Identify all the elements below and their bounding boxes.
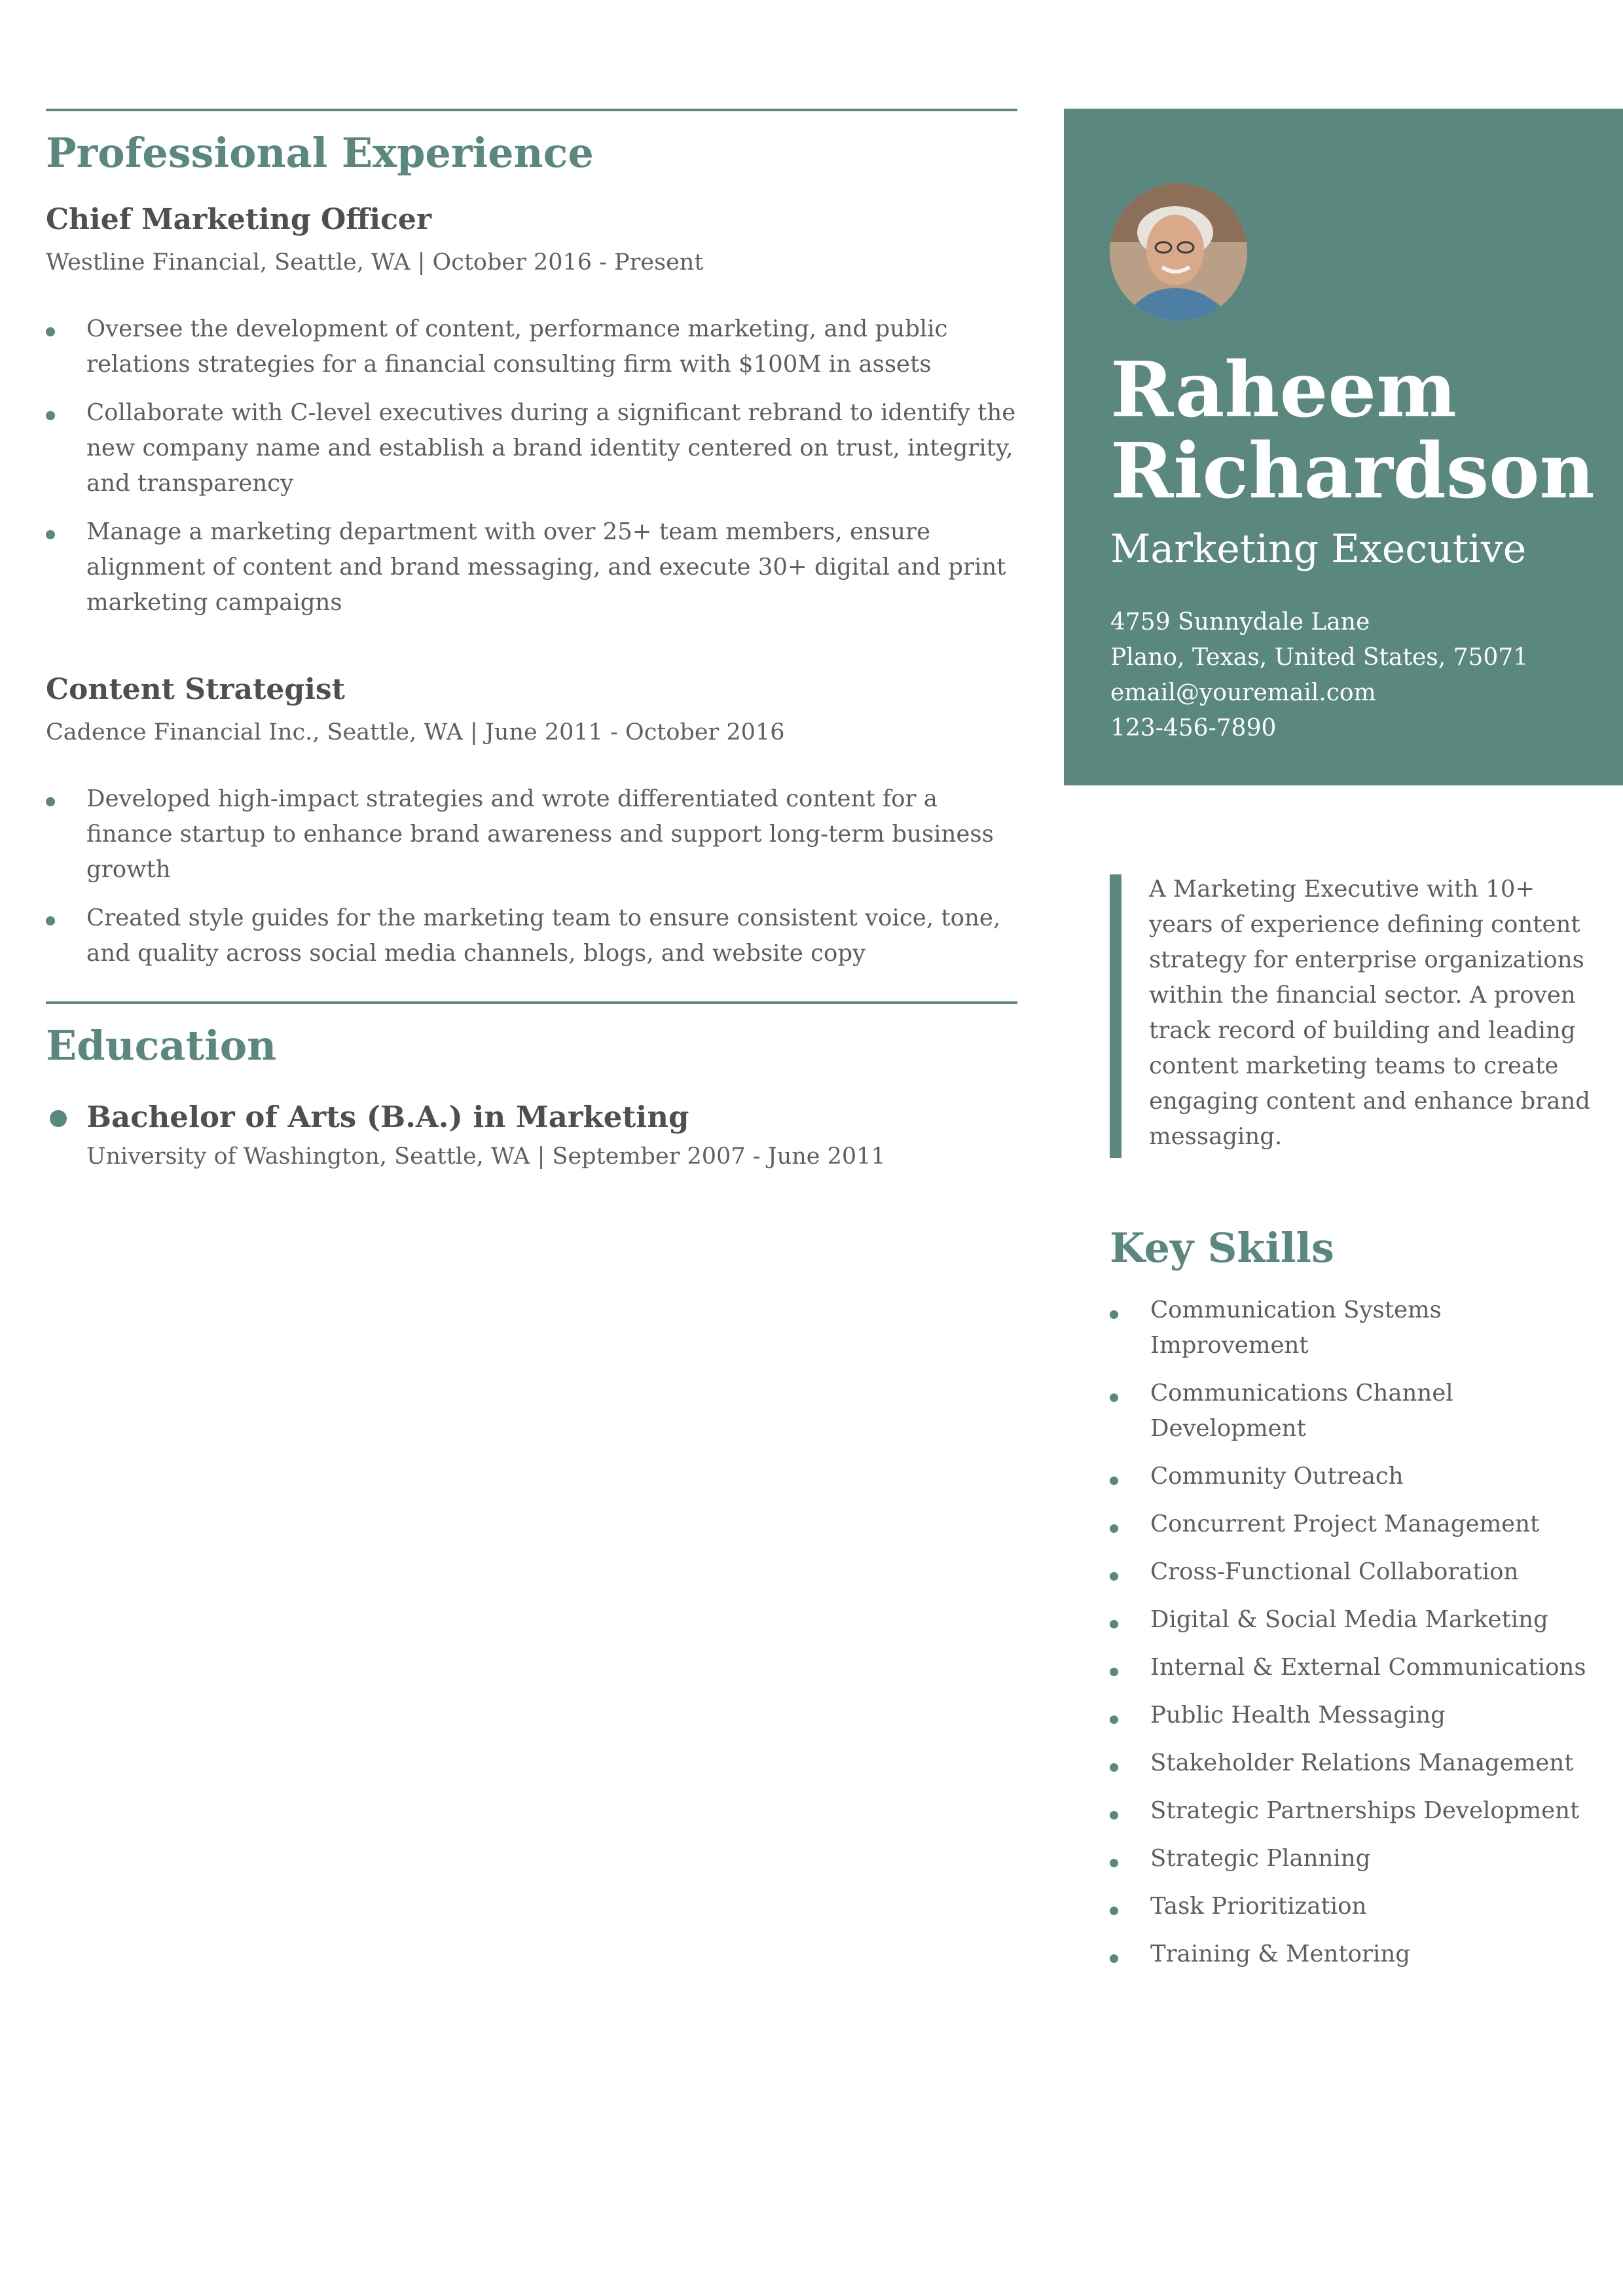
- bullet-icon: [1110, 1572, 1118, 1581]
- skill-item: Stakeholder Relations Management: [1110, 1746, 1588, 1781]
- bullet-icon: [1110, 1393, 1118, 1402]
- email-link[interactable]: email@youremail.com: [1110, 679, 1376, 706]
- job-bullet-list: [46, 781, 1028, 984]
- skill-item: Communication Systems Improvement: [1110, 1293, 1588, 1363]
- job-bullet: Oversee the development of content, performance marketing, and public relations strategies for a financial consulting firm with $100M in assets: [46, 312, 1028, 382]
- bullet-icon: [1110, 1524, 1118, 1533]
- skills-list: [1110, 1293, 1588, 1984]
- bullet-icon: [1110, 1954, 1118, 1963]
- education-degree: Bachelor of Arts (B.A.) in Marketing: [86, 1100, 689, 1134]
- skill-item: Communications Channel Development: [1110, 1376, 1588, 1446]
- skills-heading: Key Skills: [1110, 1224, 1334, 1272]
- job-bullet: Developed high-impact strategies and wrote differentiated content for a finance startup to enhance brand awareness and support long-term business growth: [46, 781, 1028, 888]
- experience-heading: Professional Experience: [46, 129, 594, 177]
- address-line1: 4759 Sunnydale Lane: [1110, 609, 1370, 636]
- skill-item: Digital & Social Media Marketing: [1110, 1602, 1588, 1638]
- skill-item: Strategic Planning: [1110, 1841, 1588, 1876]
- bullet-icon: [1110, 1477, 1118, 1485]
- skill-item: Internal & External Communications: [1110, 1650, 1588, 1685]
- bullet-icon: [1110, 1668, 1118, 1676]
- bullet-icon: [1110, 1310, 1118, 1319]
- avatar-photo-icon: [1110, 183, 1247, 321]
- phone-number: 123-456-7890: [1110, 715, 1277, 742]
- skill-item: Task Prioritization: [1110, 1889, 1588, 1924]
- avatar: [1110, 183, 1247, 321]
- job-meta: Cadence Financial Inc., Seattle, WA | June 2011 - October 2016: [46, 719, 785, 745]
- bullet-icon: [1110, 1859, 1118, 1867]
- profile-panel: [1064, 109, 1623, 785]
- job-bullet-list: [46, 312, 1028, 634]
- skill-item: Community Outreach: [1110, 1459, 1588, 1494]
- bullet-icon: [46, 411, 55, 420]
- bullet-icon: [1110, 1907, 1118, 1915]
- education-meta: University of Washington, Seattle, WA | September 2007 - June 2011: [86, 1143, 886, 1170]
- skill-item: Strategic Partnerships Development: [1110, 1793, 1588, 1829]
- contact-details: [1110, 605, 1528, 746]
- bullet-icon: [46, 916, 55, 925]
- bullet-icon: [1110, 1620, 1118, 1628]
- experience-divider: [46, 109, 1017, 111]
- education-divider: [46, 1001, 1017, 1004]
- address-line2: Plano, Texas, United States, 75071: [1110, 644, 1529, 671]
- skill-item: Concurrent Project Management: [1110, 1507, 1588, 1542]
- bullet-icon: [1110, 1715, 1118, 1724]
- summary-accent-bar: [1110, 874, 1122, 1158]
- bullet-icon: [46, 530, 55, 539]
- bullet-icon: [46, 797, 55, 806]
- summary-text: A Marketing Executive with 10+ years of experience defining content strategy for enterprise organizations within the financial sector. A proven track record of building and leading content marketing teams to create engaging content and enhance brand messaging.: [1149, 876, 1590, 1150]
- job-bullet: Created style guides for the marketing team to ensure consistent voice, tone, and quality across social media channels, blogs, and website copy: [46, 901, 1028, 971]
- bullet-icon: [1110, 1811, 1118, 1820]
- skill-item: Training & Mentoring: [1110, 1937, 1588, 1972]
- education-bullet-icon: [50, 1110, 67, 1127]
- job-meta: Westline Financial, Seattle, WA | October 2016 - Present: [46, 249, 704, 276]
- skill-item: Public Health Messaging: [1110, 1698, 1588, 1733]
- education-heading: Education: [46, 1022, 277, 1069]
- candidate-role: Marketing Executive: [1110, 526, 1527, 572]
- skill-item: Cross-Functional Collaboration: [1110, 1554, 1588, 1590]
- candidate-name: Raheem Richardson: [1110, 346, 1595, 516]
- bullet-icon: [46, 327, 55, 336]
- job-bullet: Collaborate with C-level executives during a significant rebrand to identify the new company name and establish a brand identity centered on trust, integrity, and transparency: [46, 395, 1028, 501]
- bullet-icon: [1110, 1763, 1118, 1772]
- job-title: Chief Marketing Officer: [46, 203, 432, 236]
- job-title: Content Strategist: [46, 673, 345, 706]
- job-bullet: Manage a marketing department with over 25+ team members, ensure alignment of content and brand messaging, and execute 30+ digital and print marketing campaigns: [46, 514, 1028, 620]
